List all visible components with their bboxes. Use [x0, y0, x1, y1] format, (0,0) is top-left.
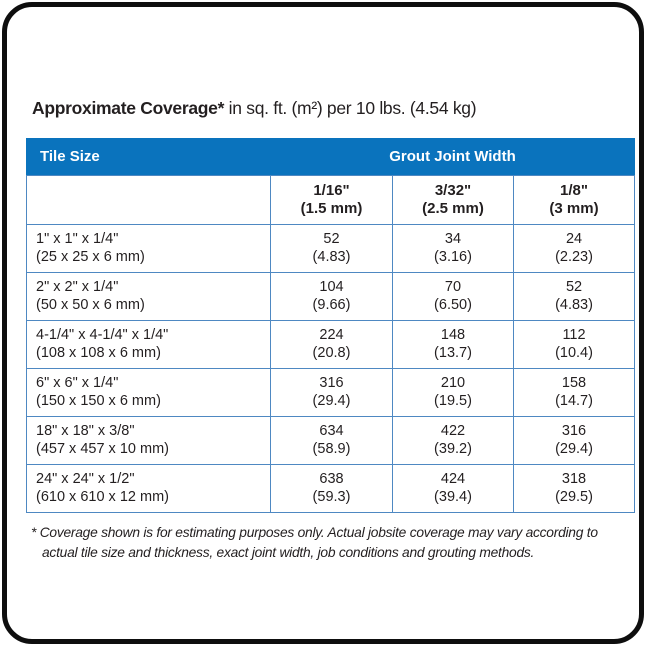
tile-size-mm: (50 x 50 x 6 mm)	[36, 296, 145, 313]
table-row	[27, 225, 635, 273]
tile-size-mm: (150 x 150 x 6 mm)	[36, 392, 161, 409]
joint-width-mm: (2.5 mm)	[422, 200, 484, 217]
coverage-sqft: 318	[561, 471, 587, 487]
coverage-cell	[393, 465, 514, 513]
joint-width-3-32	[393, 176, 514, 225]
coverage-cell	[514, 321, 635, 369]
joint-width-inch: 3/32"	[434, 182, 472, 199]
coverage-m2: (39.4)	[434, 488, 472, 505]
coverage-m2: (58.9)	[312, 440, 351, 457]
coverage-cell	[514, 273, 635, 321]
tile-size-cell	[27, 465, 271, 513]
coverage-sqft: 148	[440, 327, 466, 343]
table-row	[27, 465, 635, 513]
tile-size-mm: (108 x 108 x 6 mm)	[36, 344, 161, 361]
coverage-sqft: 104	[319, 279, 344, 295]
tile-size-mm: (457 x 457 x 10 mm)	[36, 440, 169, 457]
footnote-text: Coverage shown is for estimating purposes only. Actual jobsite coverage may vary according to actual tile size and thickness, exact joint width, job conditions and grouting methods.	[39, 525, 598, 560]
page-title-units: in sq. ft. (m²) per 10 lbs. (4.54 kg)	[224, 98, 477, 118]
joint-width-mm: (3 mm)	[549, 200, 599, 217]
column-header-tile-size: Tile Size	[27, 139, 271, 176]
coverage-cell	[271, 225, 393, 273]
tile-size-cell	[27, 321, 271, 369]
coverage-cell	[393, 273, 514, 321]
joint-width-1-16	[271, 176, 393, 225]
joint-width-subheader-row	[27, 176, 635, 225]
coverage-m2: (2.23)	[555, 248, 593, 265]
coverage-sqft: 52	[565, 279, 583, 295]
coverage-cell	[393, 369, 514, 417]
coverage-cell	[271, 321, 393, 369]
tile-size-in: 4-1/4" x 4-1/4" x 1/4"	[36, 327, 169, 343]
table-row	[27, 369, 635, 417]
coverage-m2: (29.4)	[555, 440, 593, 457]
coverage-m2: (14.7)	[555, 392, 593, 409]
joint-width-mm: (1.5 mm)	[300, 200, 363, 217]
tile-size-in: 1" x 1" x 1/4"	[36, 231, 119, 247]
coverage-m2: (59.3)	[312, 488, 351, 505]
empty-cell	[27, 176, 271, 225]
tile-size-cell	[27, 369, 271, 417]
coverage-cell	[393, 225, 514, 273]
tile-size-cell	[27, 273, 271, 321]
coverage-sqft: 210	[440, 375, 466, 391]
coverage-sqft: 34	[444, 231, 462, 247]
coverage-m2: (10.4)	[555, 344, 593, 361]
table-row	[27, 273, 635, 321]
coverage-sqft: 422	[440, 423, 466, 439]
page-title	[32, 98, 476, 119]
tile-size-in: 18" x 18" x 3/8"	[36, 423, 135, 439]
joint-width-1-8	[514, 176, 635, 225]
coverage-m2: (6.50)	[434, 296, 472, 313]
footnote-marker: *	[31, 525, 40, 540]
coverage-cell	[393, 417, 514, 465]
coverage-table	[26, 138, 635, 513]
coverage-cell	[514, 417, 635, 465]
tile-size-mm: (610 x 610 x 12 mm)	[36, 488, 169, 505]
table-row	[27, 321, 635, 369]
coverage-cell	[271, 465, 393, 513]
coverage-sqft: 52	[323, 231, 340, 247]
tile-size-in: 24" x 24" x 1/2"	[36, 471, 135, 487]
coverage-m2: (13.7)	[434, 344, 472, 361]
rounded-frame	[2, 2, 644, 644]
coverage-m2: (29.5)	[555, 488, 593, 505]
coverage-cell	[393, 321, 514, 369]
coverage-m2: (20.8)	[312, 344, 351, 361]
coverage-sqft: 224	[319, 327, 344, 343]
page-title-bold: Approximate Coverage*	[32, 98, 225, 118]
tile-size-cell	[27, 417, 271, 465]
coverage-m2: (9.66)	[312, 296, 351, 313]
coverage-cell	[514, 369, 635, 417]
coverage-sqft: 24	[565, 231, 583, 247]
coverage-m2: (4.83)	[555, 296, 593, 313]
tile-size-in: 2" x 2" x 1/4"	[36, 279, 119, 295]
coverage-m2: (19.5)	[434, 392, 472, 409]
coverage-m2: (3.16)	[434, 248, 472, 265]
coverage-m2: (29.4)	[312, 392, 351, 409]
joint-width-inch: 1/8"	[560, 182, 588, 199]
coverage-sqft: 316	[319, 375, 344, 391]
coverage-sqft: 112	[562, 327, 586, 343]
coverage-cell	[271, 273, 393, 321]
coverage-cell	[514, 465, 635, 513]
tile-size-mm: (25 x 25 x 6 mm)	[36, 248, 145, 265]
coverage-sqft: 70	[444, 279, 462, 295]
coverage-cell	[271, 369, 393, 417]
coverage-sqft: 634	[319, 423, 344, 439]
coverage-cell	[271, 417, 393, 465]
coverage-m2: (39.2)	[434, 440, 472, 457]
coverage-m2: (4.83)	[312, 248, 351, 265]
joint-width-inch: 1/16"	[313, 182, 350, 199]
tile-size-cell	[27, 225, 271, 273]
coverage-sqft: 638	[319, 471, 344, 487]
coverage-sqft: 158	[561, 375, 587, 391]
footnote	[31, 523, 632, 562]
coverage-cell	[514, 225, 635, 273]
coverage-sqft: 316	[561, 423, 587, 439]
column-header-grout-joint-width: Grout Joint Width	[271, 139, 635, 176]
tile-size-in: 6" x 6" x 1/4"	[36, 375, 119, 391]
table-header-row	[27, 139, 635, 176]
table-row	[27, 417, 635, 465]
coverage-sqft: 424	[440, 471, 466, 487]
